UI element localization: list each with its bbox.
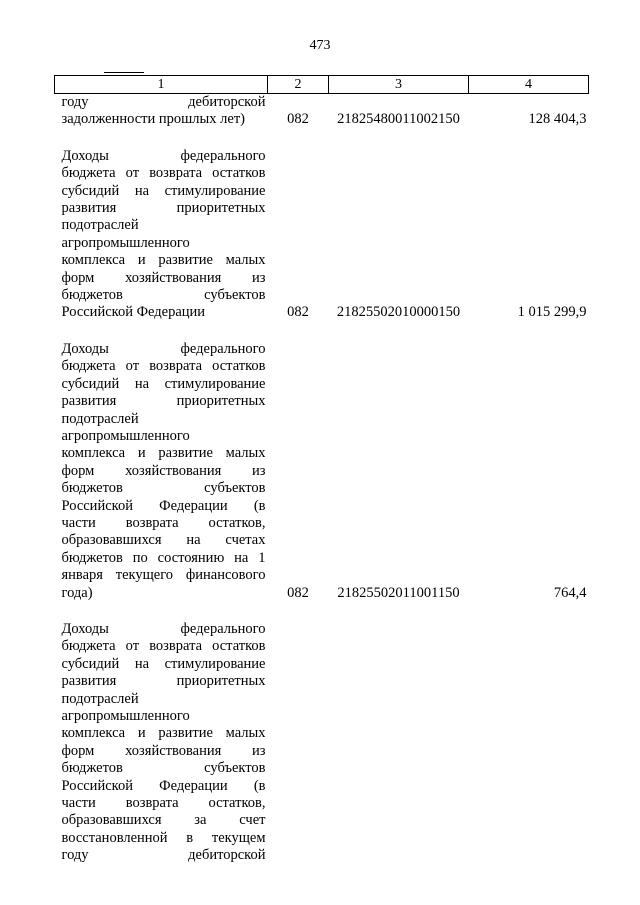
revenue-description xyxy=(55,94,268,129)
description-line: агропромышленного xyxy=(61,427,190,444)
chapter-code: 082 xyxy=(287,111,309,128)
description-line: Российской Федерации (в xyxy=(61,497,266,514)
budget-revenue-table xyxy=(54,75,589,865)
header-col-3: 3 xyxy=(329,76,469,94)
description-line: развития приоритетных xyxy=(61,200,266,217)
description-line: Доходы федерального xyxy=(61,147,266,164)
description-line: субсидий на стимулирование xyxy=(61,182,266,199)
description-line: году дебиторской xyxy=(61,94,266,110)
row-spacer xyxy=(55,602,589,621)
description-line: форм хозяйствования из xyxy=(61,462,266,479)
table-row xyxy=(55,341,589,602)
row-spacer xyxy=(55,129,589,148)
description-line: бюджетов по состоянию на 1 xyxy=(61,549,266,566)
description-line: субсидий на стимулирование xyxy=(61,375,266,392)
chapter-code: 082 xyxy=(287,584,309,601)
description-line: подотраслей xyxy=(61,690,139,707)
description-line: субсидий на стимулирование xyxy=(61,655,266,672)
chapter-code: 082 xyxy=(287,304,309,321)
description-line: бюджетов субъектов xyxy=(61,287,266,304)
description-line: подотраслей xyxy=(61,410,139,427)
description-line: бюджета от возврата остатков xyxy=(61,165,266,182)
description-line: комплекса и развитие малых xyxy=(61,725,266,742)
table-row xyxy=(55,621,589,865)
description-line: Российской Федерации (в xyxy=(61,777,266,794)
amount-value: 764,4 xyxy=(553,584,587,601)
budget-classification-code: 21825502011001150 xyxy=(337,584,460,601)
revenue-description xyxy=(55,341,268,602)
chapter-code xyxy=(268,621,329,865)
description-line: году дебиторской xyxy=(61,847,266,864)
table-row xyxy=(55,148,589,322)
description-line: форм хозяйствования из xyxy=(61,742,266,759)
description-line: развития приоритетных xyxy=(61,393,266,410)
page-number: 473 xyxy=(309,38,331,53)
header-col-2: 2 xyxy=(268,76,329,94)
description-line: восстановленной в текущем xyxy=(61,829,266,846)
table-header-row xyxy=(55,76,589,94)
revenue-description xyxy=(55,148,268,322)
description-line: января текущего финансового xyxy=(61,567,266,584)
description-line: части возврата остатков, xyxy=(61,795,266,812)
description-line: бюджета от возврата остатков xyxy=(61,358,266,375)
description-line: агропромышленного xyxy=(61,708,190,724)
description-line: форм хозяйствования из xyxy=(61,269,266,286)
description-line: бюджетов субъектов xyxy=(61,760,266,777)
description-line: развития приоритетных xyxy=(61,673,266,690)
description-line: подотраслей xyxy=(61,217,139,234)
description-line: образовавшихся на счетах xyxy=(61,532,266,549)
description-line: агропромышленного xyxy=(61,234,190,251)
description-line: задолженности прошлых лет) xyxy=(61,111,246,128)
description-line: части возврата остатков, xyxy=(61,514,266,531)
description-line: Российской Федерации xyxy=(61,304,206,321)
description-line: Доходы федерального xyxy=(61,620,266,637)
header-col-1: 1 xyxy=(55,76,268,94)
amount-value: 128 404,3 xyxy=(528,111,587,128)
budget-classification-code xyxy=(329,621,469,865)
budget-classification-code: 21825480011002150 xyxy=(337,111,460,128)
description-line: Доходы федерального xyxy=(61,340,266,357)
description-line: бюджета от возврата остатков xyxy=(61,638,266,655)
description-line: бюджетов субъектов xyxy=(61,480,266,497)
description-line: образовавшихся за счет xyxy=(61,812,266,829)
header-col-4: 4 xyxy=(469,76,589,94)
amount-value: 1 015 299,9 xyxy=(517,304,587,321)
row-spacer xyxy=(55,322,589,341)
description-line: комплекса и развитие малых xyxy=(61,252,266,269)
description-line: комплекса и развитие малых xyxy=(61,445,266,462)
revenue-description xyxy=(55,621,268,865)
description-line: года) xyxy=(61,584,93,601)
table-row xyxy=(55,94,589,129)
amount-value xyxy=(469,621,589,865)
header-underline-mark xyxy=(104,72,144,73)
budget-classification-code: 21825502010000150 xyxy=(336,304,461,321)
